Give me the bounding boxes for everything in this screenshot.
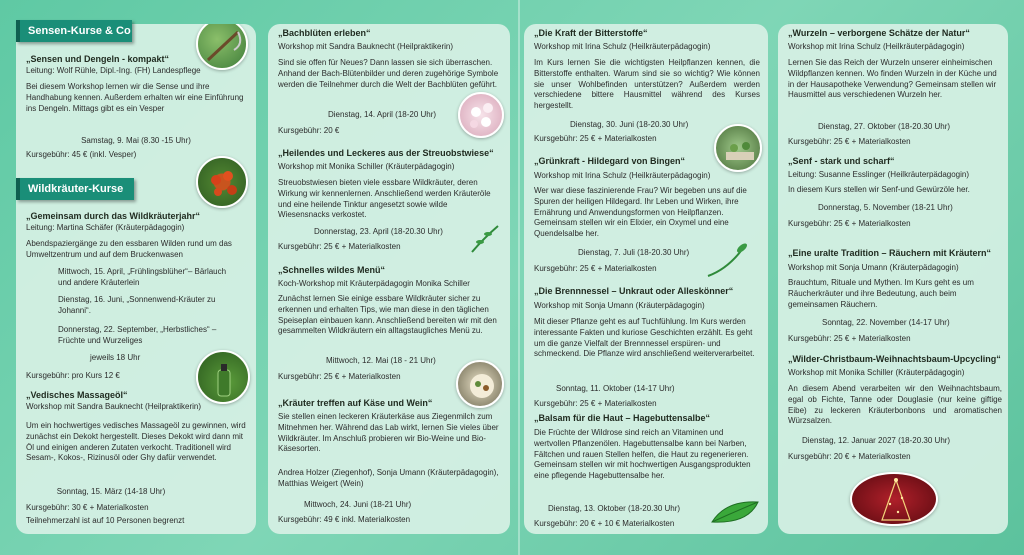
course-leader: Workshop mit Sandra Bauknecht (Heilpraktikerin) [26, 402, 202, 411]
course-title: „Wilder-Christbaum-Weihnachtsbaum-Upcycling“ [788, 354, 1001, 364]
course-title: „Grünkraft - Hildegard von Bingen“ [534, 156, 686, 166]
course-date: Donnerstag, 22. September, „Herbstliches“ – Früchte und Wurzeliges [58, 325, 217, 345]
course-text: Wer war diese faszinierende Frau? Wir begeben uns auf die Spuren der heiligen Hildegard. Ihr Leben und Wirken, ihre Ernährung und Anwendungsformen von Heilpflanzen. Gemeinsam stellen wir ein Elixier, ein Oxymel und eine Quendelsalbe her. [534, 186, 747, 239]
course-fee: Kursgebühr: 20 € [278, 126, 340, 135]
course-leader: Workshop mit Sonja Umann (Kräuterpädagogin) [534, 301, 705, 310]
course-title: „Balsam für die Haut – Hagebuttensalbe“ [534, 413, 711, 423]
course-title: „Bachblüten erleben“ [278, 28, 371, 38]
course-leader: Workshop mit Monika Schiller (Kräuterpädagogin) [278, 162, 455, 171]
course-text: Sie stellen einen leckeren Kräuterkäse aus Ziegenmilch zum Mitnehmen her. Während das Lab wirkt, lernen Sie vieles über Wildkräuter. Im Anschluß probieren wir Bio-Weine und Bio-Käsesorten. [278, 412, 499, 454]
section-header-wildkraeuter: Wildkräuter-Kurse [16, 178, 134, 200]
rosehip-photo [196, 156, 248, 208]
green-leaf-icon [708, 498, 762, 528]
course-leader: Leitung: Susanne Esslinger (Heilkräuterpädagogin) [788, 170, 969, 179]
course-fee: Kursgebühr: 25 € + Materialkosten [534, 134, 657, 143]
column-4 [778, 24, 1008, 534]
course-title: „Sensen und Dengeln - kompakt“ [26, 54, 170, 64]
course-text: Die Früchte der Wildrose sind reich an Vitaminen und wertvollen Pflanzenölen. Hagebuttensalbe kann bei Narben, Fältchen und rauen Stellen helfen, die Haut zu regenerieren. Gemeinsam stellen wir mit hochwertigen Ausgangsprodukten eine pflegende Hagebuttensalbe her. [534, 428, 751, 481]
course-title: „Die Kraft der Bitterstoffe“ [534, 28, 648, 38]
course-time: jeweils 18 Uhr [90, 353, 141, 362]
course-leader: Workshop mit Sandra Bauknecht (Heilpraktikerin) [278, 42, 454, 51]
course-date: Dienstag, 14. April (18-20 Uhr) [328, 110, 437, 119]
course-title: „Senf - stark und scharf“ [788, 156, 895, 166]
course-title: „Gemeinsam durch das Wildkräuterjahr“ [26, 211, 200, 221]
course-leader: Workshop mit Monika Schiller (Kräuterpädagogin) [788, 368, 965, 377]
course-date: Dienstag, 13. Oktober (18-20.30 Uhr) [548, 504, 681, 513]
course-date: Mittwoch, 24. Juni (18-21 Uhr) [304, 500, 412, 509]
course-text: An diesem Abend verarbeiten wir den Weihnachtsbaum, egal ob Fichte, Tanne oder Douglasie (nur keine giftige Eibe) zu leckeren Kräuterbonbons und aromatischen Würzsalzen. [788, 384, 1002, 426]
course-text: Im Kurs lernen Sie die wichtigsten Heilpflanzen kennen, die Bitterstoffe enthalten. Warum sind sie so wichtig? Wie können sie unser Wohlbefinden unterstützen? Außerdem werden verschiedene bittere Hausmittel während des Kurses hergestellt. [534, 58, 760, 111]
course-date: Samstag, 9. Mai (8.30 -15 Uhr) [81, 136, 191, 145]
course-fee: Kursgebühr: pro Kurs 12 € [26, 371, 120, 380]
course-leader: Workshop mit Irina Schulz (Heilkräuterpädagogin) [534, 42, 711, 51]
course-text: Sind sie offen für Neues? Dann lassen sie sich überraschen. Anhand der Bach-Blütenbilder und deren zugehörige Symbole werden die Teilnehmer durch die Welt der Bachblüten geführt. [278, 58, 499, 89]
course-text: Mit dieser Pflanze geht es auf Tuchfühlung. Im Kurs werden interessante Fakten und kuriose Geschichten erzählt. Es geht um die ganze Vielfalt der Brennnessel erspüren- und schmeckend. Die Pflanze wird anschließend weiterverarbeitet. [534, 317, 755, 359]
course-date: Dienstag, 27. Oktober (18-20.30 Uhr) [818, 122, 951, 131]
course-date: Sonntag, 15. März (14-18 Uhr) [56, 487, 166, 496]
herb-sprig-icon [706, 238, 752, 278]
course-fee: Kursgebühr: 25 € + Materialkosten [278, 242, 401, 251]
course-text: Brauchtum, Rituale und Mythen. Im Kurs geht es um Räucherkräuter und ihre Bedeutung, auch beim gemeinsamen Räuchern. [788, 278, 974, 309]
course-fee: Kursgebühr: 25 € + Materialkosten [788, 137, 911, 146]
course-fee: Kursgebühr: 49 € inkl. Materialkosten [278, 515, 411, 524]
course-title: „Wurzeln – verborgene Schätze der Natur“ [788, 28, 970, 38]
course-text: Um ein hochwertiges vedisches Massageöl zu gewinnen, wird zunächst ein Dekokt hergestellt. Dieses Dekokt wird dann mit Öl und einigen anderen Zutaten verkocht. Traditionell wird Sesam-, Kokos-, Rizinusöl oder Ghy dafür verwendet. [26, 421, 246, 463]
course-text: Zunächst lernen Sie einige essbare Wildkräuter sicher zu erkennen und erhalten Tips, wie man diese in den täglichen Speiseplan einbauen kann. Anschließend bereiten wir mit den gesammelten Wildkräutern ein alltagstaugliches Menü zu. [278, 294, 497, 336]
page-fold [518, 0, 520, 555]
course-text: In diesem Kurs stellen wir Senf-und Gewürzöle her. [788, 185, 970, 194]
column-3 [524, 24, 768, 534]
course-leader: Andrea Holzer (Ziegenhof), Sonja Umann (Kräuterpädagogin), Matthias Weigert (Wein) [278, 468, 499, 488]
course-leader: Leitung: Martina Schäfer (Kräuterpädagogin) [26, 223, 185, 232]
section-header-sensen: Sensen-Kurse & Co [16, 20, 132, 42]
course-date: Sonntag, 22. November (14-17 Uhr) [822, 318, 950, 327]
course-date: Mittwoch, 15. April, „Frühlingsblüher“– Bärlauch und andere Kräuterlein [58, 267, 227, 287]
course-text: Lernen Sie das Reich der Wurzeln unserer einheimischen Wildpflanzen kennen. Wo finden Wurzeln in der Küche und in der Hausapotheke Verwendung? Gemeinsam stellen wir Hausmittel aus verschiedenen Wurzeln her. [788, 58, 997, 100]
column-1 [16, 24, 256, 534]
course-title: „Kräuter treffen auf Käse und Wein“ [278, 398, 433, 408]
course-note: Teilnehmerzahl ist auf 10 Personen begrenzt [26, 516, 185, 525]
course-leader: Workshop mit Irina Schulz (Heilkräuterpädagogin) [534, 171, 711, 180]
course-leader: Koch-Workshop mit Kräuterpädagogin Monika Schiller [278, 279, 470, 288]
course-date: Sonntag, 11. Oktober (14-17 Uhr) [556, 384, 675, 393]
column-2 [268, 24, 510, 534]
course-leader: Workshop mit Sonja Umann (Kräuterpädagogin) [788, 263, 959, 272]
course-fee: Kursgebühr: 20 € + Materialkosten [788, 452, 911, 461]
cherry-blossom-photo [458, 92, 504, 138]
course-text: Bei diesem Workshop lernen wir die Sense und ihre Handhabung kennen. Außerdem erhalten wir eine Einführung ins Dengeln. Mittags gibt es ein Vesper [26, 82, 244, 113]
course-leader: Leitung: Wolf Rühle, Dipl.-Ing. (FH) Landespflege [26, 66, 201, 75]
course-date: Dienstag, 30. Juni (18-20.30 Uhr) [570, 120, 689, 129]
herb-sprig-icon [468, 222, 502, 256]
course-fee: Kursgebühr: 20 € + 10 € Materialkosten [534, 519, 675, 528]
course-date: Donnerstag, 5. November (18-21 Uhr) [818, 203, 953, 212]
course-fee: Kursgebühr: 25 € + Materialkosten [788, 334, 911, 343]
course-fee: Kursgebühr: 30 € + Materialkosten [26, 503, 149, 512]
course-fee: Kursgebühr: 25 € + Materialkosten [534, 264, 657, 273]
course-fee: Kursgebühr: 45 € (inkl. Vesper) [26, 150, 137, 159]
course-date: Dienstag, 7. Juli (18-20.30 Uhr) [578, 248, 690, 257]
christmas-tree-photo [850, 472, 938, 526]
course-date: Mittwoch, 12. Mai (18 - 21 Uhr) [326, 356, 436, 365]
course-title: „Vedisches Massageöl“ [26, 390, 128, 400]
course-title: „Heilendes und Leckeres aus der Streuobstwiese“ [278, 148, 494, 158]
course-title: „Schnelles wildes Menü“ [278, 265, 386, 275]
course-text: Abendspaziergänge zu den essbaren Wilden rund um das Umweltzentrum und auf dem Bruckenwasen [26, 239, 232, 259]
course-date: Dienstag, 12. Januar 2027 (18-20.30 Uhr) [802, 436, 951, 445]
course-fee: Kursgebühr: 25 € + Materialkosten [278, 372, 401, 381]
course-fee: Kursgebühr: 25 € + Materialkosten [788, 219, 911, 228]
course-title: „Eine uralte Tradition – Räuchern mit Kräutern“ [788, 248, 992, 258]
course-date: Donnerstag, 23. April (18-20.30 Uhr) [314, 227, 443, 236]
course-title: „Die Brennnessel – Unkraut oder Alleskönner“ [534, 286, 734, 296]
course-leader: Workshop mit Irina Schulz (Heilkräuterpädagogin) [788, 42, 965, 51]
course-fee: Kursgebühr: 25 € + Materialkosten [534, 399, 657, 408]
course-text: Streuobstwiesen bieten viele essbare Wildkräuter, deren Wirkung wir kennenlernen. Anschließend werden Kräuteröle und eine heilende Tinktur angesetzt sowie wilde Wiesensnacks verkostet. [278, 178, 491, 220]
course-date: Dienstag, 16. Juni, „Sonnenwend-Kräuter zu Johanni“. [58, 295, 216, 315]
